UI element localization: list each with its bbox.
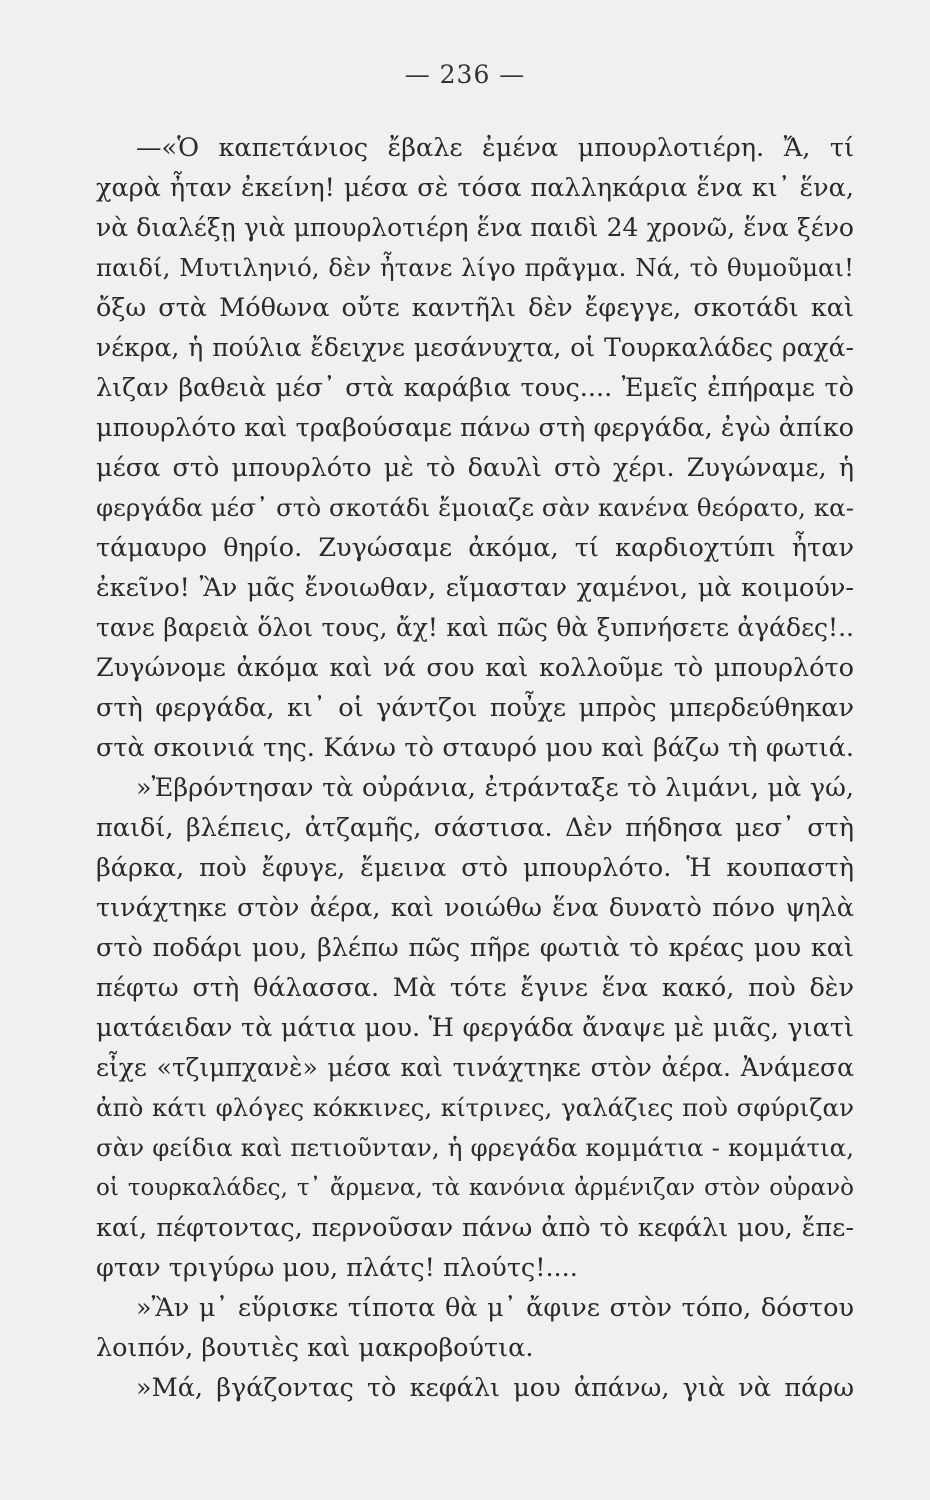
text-line: —«Ὁ καπετάνιος ἔβαλε ἐμένα μπουρλοτιέρη. Ἄ, τί (136, 133, 854, 163)
text-line: τάμαυρο θηρίο. Ζυγώσαμε ἀκόμα, τί καρδιοχτύπι ἦταν (96, 533, 854, 563)
text-line: λιζαν βαθειὰ μέσ᾽ στὰ καράβια τους.... Ἐμεῖς ἐπήραμε τὸ (96, 373, 854, 403)
page-text-body (96, 128, 854, 1408)
text-line: μπουρλότο καὶ τραβούσαμε πάνω στὴ φεργάδα, ἐγὼ ἀπίκο (96, 413, 854, 443)
text-line: καί, πέφτοντας, περνοῦσαν πάνω ἀπὸ τὸ κεφάλι μου, ἔπε- (96, 1213, 854, 1243)
text-line: φταν τριγύρω μου, πλάτς! πλούτς!.... (96, 1253, 578, 1283)
text-line: νὰ διαλέξῃ γιὰ μπουρλοτιέρη ἕνα παιδὶ 24 χρονῶ, ἕνα ξένο (96, 213, 854, 242)
text-line: φεργάδα μέσ᾽ στὸ σκοτάδι ἔμοιαζε σὰν κανένα θεόρατο, κα- (96, 493, 854, 522)
text-line: παιδί, Μυτιληνιό, δὲν ἦτανε λίγο πρᾶγμα. Νά, τὸ θυμοῦμαι! (96, 253, 854, 282)
text-line: σὰν φείδια καὶ πετιοῦνταν, ἡ φρεγάδα κομμάτια - κομμάτια, (96, 1133, 854, 1162)
text-line: »Ἐβρόντησαν τὰ οὐράνια, ἐτράνταξε τὸ λιμάνι, μὰ γώ, (136, 773, 854, 803)
text-line: στὴ φεργάδα, κι᾽ οἱ γάντζοι ποὖχε μπρὸς μπερδεύθηκαν (96, 693, 854, 723)
text-line: βάρκα, ποὺ ἔφυγε, ἔμεινα στὸ μπουρλότο. Ἡ κουπαστὴ (96, 853, 854, 883)
text-line: τανε βαρειὰ ὅλοι τους, ἄχ! καὶ πῶς θὰ ξυπνήσετε ἀγάδες!.. (96, 613, 854, 642)
text-line: »Μά, βγάζοντας τὸ κεφάλι μου ἀπάνω, γιὰ νὰ πάρω (136, 1373, 854, 1403)
text-line: παιδί, βλέπεις, ἀτζαμῆς, σάστισα. Δὲν πήδησα μεσ᾽ στὴ (96, 813, 854, 843)
text-line: χαρὰ ἦταν ἐκείνη! μέσα σὲ τόσα παλληκάρια ἕνα κι᾽ ἕνα, (96, 173, 854, 203)
text-line: ἀπὸ κάτι φλόγες κόκκινες, κίτρινες, γαλάζιες ποὺ σφύριζαν (96, 1093, 854, 1122)
text-line: στὰ σκοινιά της. Κάνω τὸ σταυρό μου καὶ βάζω τὴ φωτιά. (96, 733, 854, 763)
text-line: λοιπόν, βουτιὲς καὶ μακροβούτια. (96, 1333, 534, 1363)
text-line: ματάειδαν τὰ μάτια μου. Ἡ φεργάδα ἄναψε μὲ μιᾶς, γιατὶ (96, 1013, 854, 1043)
text-line: νέκρα, ἡ πούλια ἔδειχνε μεσάνυχτα, οἱ Τουρκαλάδες ραχά- (96, 333, 854, 362)
text-line: Ζυγώνομε ἀκόμα καὶ νά σου καὶ κολλοῦμε τὸ μπουρλότο (96, 653, 854, 683)
text-line: ἐκεῖνο! Ἂν μᾶς ἔνοιωθαν, εἴμασταν χαμένοι, μὰ κοιμούν- (96, 573, 854, 603)
text-line: στὸ ποδάρι μου, βλέπω πῶς πῆρε φωτιὰ τὸ κρέας μου καὶ (96, 933, 854, 963)
text-line: »Ἂν μ᾽ εὕρισκε τίποτα θὰ μ᾽ ἄφινε στὸν τόπο, δόστου (136, 1293, 854, 1323)
text-line: ὄξω στὰ Μόθωνα οὔτε καντῆλι δὲν ἔφεγγε, σκοτάδι καὶ (96, 293, 854, 323)
text-line: τινάχτηκε στὸν ἀέρα, καὶ νοιώθω ἕνα δυνατὸ πόνο ψηλὰ (96, 893, 854, 923)
page-number: — 236 — (404, 60, 526, 89)
text-line: μέσα στὸ μπουρλότο μὲ τὸ δαυλὶ στὸ χέρι. Ζυγώναμε, ἡ (96, 453, 854, 483)
text-line: πέφτω στὴ θάλασσα. Μὰ τότε ἔγινε ἕνα κακό, ποὺ δὲν (96, 973, 854, 1003)
text-line: εἶχε «τζιμπχανὲ» μέσα καὶ τινάχτηκε στὸν ἀέρα. Ἀνάμεσα (96, 1053, 854, 1082)
text-line: οἱ τουρκαλάδες, τ᾽ ἄρμενα, τὰ κανόνια ἀρμένιζαν στὸν οὐρανὸ (96, 1175, 854, 1201)
